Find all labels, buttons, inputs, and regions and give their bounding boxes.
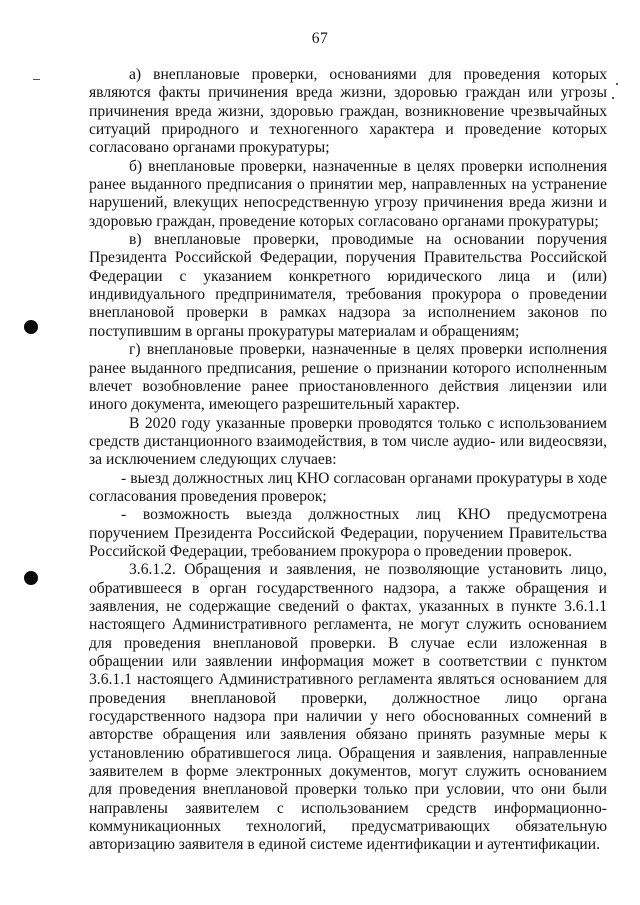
dash-item-president-order: - возможность выезда должностных лиц КНО предусмотрена поручением Президента Российской Федерации, поручением Правительства Российской Федерации, требованием прокурора о проведении проверок. — [89, 506, 607, 560]
paragraph-2020-exceptions: В 2020 году указанные проверки проводятся только с использованием средств дистанционного взаимодействия, в том числе аудио- или видеосвязи, за исключением следующих случаев: — [89, 414, 607, 469]
list-item-d: г) внеплановые проверки, назначенные в целях проверки исполнения ранее выданного предписания, решение о признании которого исполненным влечет возобновление ранее приостановленного действия лицензии или иного документа, имеющего разрешительный характер. — [89, 341, 607, 414]
dash-item-prosecutor-approval: - выезд должностных лиц КНО согласован органами прокуратуры в ходе согласования проведения проверок; — [89, 469, 607, 505]
list-item-b: б) внеплановые проверки, назначенные в целях проверки исполнения ранее выданного предписания о принятии мер, направленных на устранение нарушений, влекущих непосредственную угрозу причинения вреда жизни и здоровью граждан, проведение которых согласовано органами прокуратуры; — [89, 157, 607, 230]
page-number: 67 — [311, 30, 329, 47]
scan-speck — [33, 79, 40, 80]
list-item-c: в) внеплановые проверки, проводимые на основании поручения Президента Российской Федерации, поручения Правительства Российской Федерации с указанием конкретного юридического лица и (или) индивидуального предпринимателя, требования прокурора о проведении внеплановой проверки в рамках надзора за исполнением законов по поступившим в органы прокуратуры материалам и обращениям; — [89, 231, 607, 340]
punch-hole-mark — [24, 571, 38, 585]
list-item-a: а) внеплановые проверки, основаниями для проведения которых являются факты причинения вреда жизни, здоровью граждан или угрозы причинения вреда жизни, здоровью граждан, возникновение чрезвычайных ситуаций природного и техногенного характера и проведение которых согласовано органами прокуратуры; — [89, 66, 607, 157]
punch-hole-mark — [24, 320, 38, 334]
document-body — [89, 66, 607, 855]
scan-speck — [616, 83, 618, 85]
section-3-6-1-2: 3.6.1.2. Обращения и заявления, не позволяющие установить лицо, обратившееся в орган государственного надзора, а также обращения и заявления, не содержащие сведений о фактах, указанных в пункте 3.6.1.1 настоящего Административного регламента, не могут служить основанием для проведения внеплановой проверки. В случае если изложенная в обращении или заявлении информация может в соответствии с пунктом 3.6.1.1 настоящего Административного регламента являться основанием для проведения внеплановой проверки, должностное лицо органа государственного надзора при наличии у него обоснованных сомнений в авторстве обращения или заявления обязано принять разумные меры к установлению обратившегося лица. Обращения и заявления, направленные заявителем в форме электронных документов, могут служить основанием для проведения внеплановой проверки только при условии, что они были направлены заявителем с использованием средств информационно-коммуникационных технологий, предусматривающих обязательную авторизацию заявителя в единой системе идентификации и аутентификации. — [89, 561, 607, 854]
scan-speck — [612, 97, 614, 99]
